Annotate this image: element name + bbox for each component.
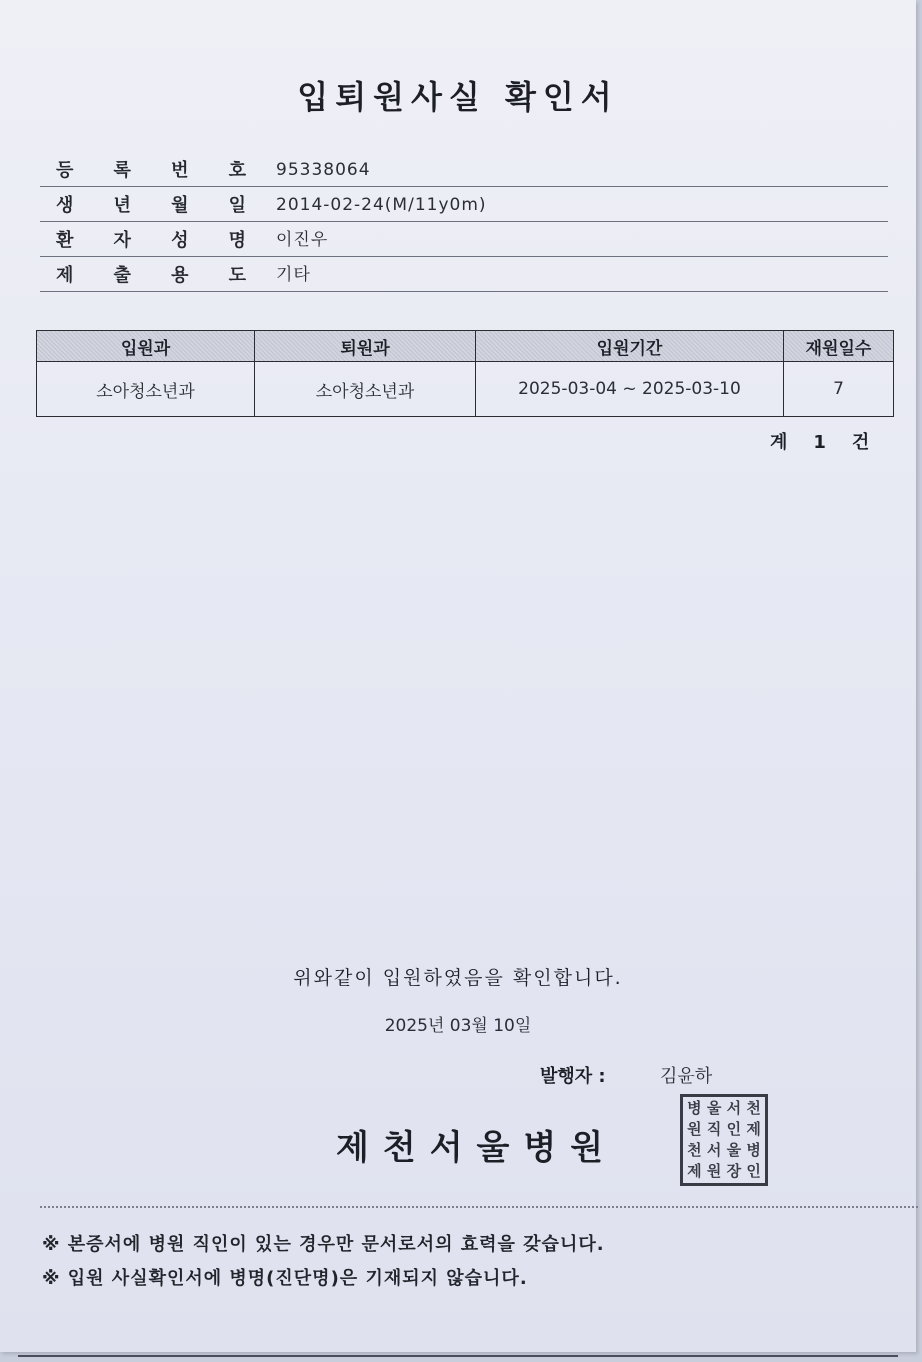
info-label: 제 출 용 도 (56, 265, 246, 286)
info-row-birthdate (40, 187, 888, 222)
table-header-row (37, 331, 894, 362)
registration-number: 95338064 (276, 160, 371, 180)
info-row-registration (40, 152, 888, 187)
note-diagnosis-omitted: ※ 입원 사실확인서에 병명(진단명)은 기재되지 않습니다. (42, 1268, 528, 1289)
info-row-purpose (40, 257, 888, 292)
cell-admission-period: 2025-03-04 ~ 2025-03-10 (476, 362, 784, 417)
patient-name: 이진우 (276, 230, 329, 250)
dotted-divider (40, 1206, 918, 1208)
admission-table (36, 330, 894, 417)
cell-stay-days: 7 (784, 362, 894, 417)
document-title: 입퇴원사실 확인서 (297, 78, 619, 116)
header-admission-dept: 입원과 (37, 331, 255, 362)
header-discharge-dept: 퇴원과 (255, 331, 476, 362)
hospital-name: 제천서울병원 (336, 1128, 618, 1168)
issue-date: 2025년 03월 10일 (384, 1016, 532, 1036)
note-seal-validity: ※ 본증서에 병원 직인이 있는 경우만 문서로서의 효력을 갖습니다. (42, 1234, 605, 1255)
header-stay-days: 재원일수 (784, 331, 894, 362)
info-row-patient-name (40, 222, 888, 257)
total-count: 계 1 건 (770, 432, 874, 453)
birth-date: 2014-02-24(M/11y0m) (276, 195, 487, 215)
info-label: 환 자 성 명 (56, 230, 246, 251)
cell-discharge-dept: 소아청소년과 (255, 362, 476, 417)
table-row (37, 362, 894, 417)
confirmation-text: 위와같이 입원하였음을 확인합니다. (293, 967, 623, 989)
issuer-label: 발행자 : (540, 1066, 606, 1087)
header-admission-period: 입원기간 (476, 331, 784, 362)
info-label: 생 년 월 일 (56, 195, 246, 216)
submission-purpose: 기타 (276, 265, 311, 285)
hospital-seal-stamp: 병 울 서 천 원 직 인 제 천 서 울 병 제 원 장 인 (680, 1094, 768, 1186)
info-label: 등 록 번 호 (56, 160, 246, 181)
issuer-name: 김윤하 (660, 1066, 713, 1087)
cell-admission-dept: 소아청소년과 (37, 362, 255, 417)
bottom-edge-line (18, 1355, 898, 1357)
